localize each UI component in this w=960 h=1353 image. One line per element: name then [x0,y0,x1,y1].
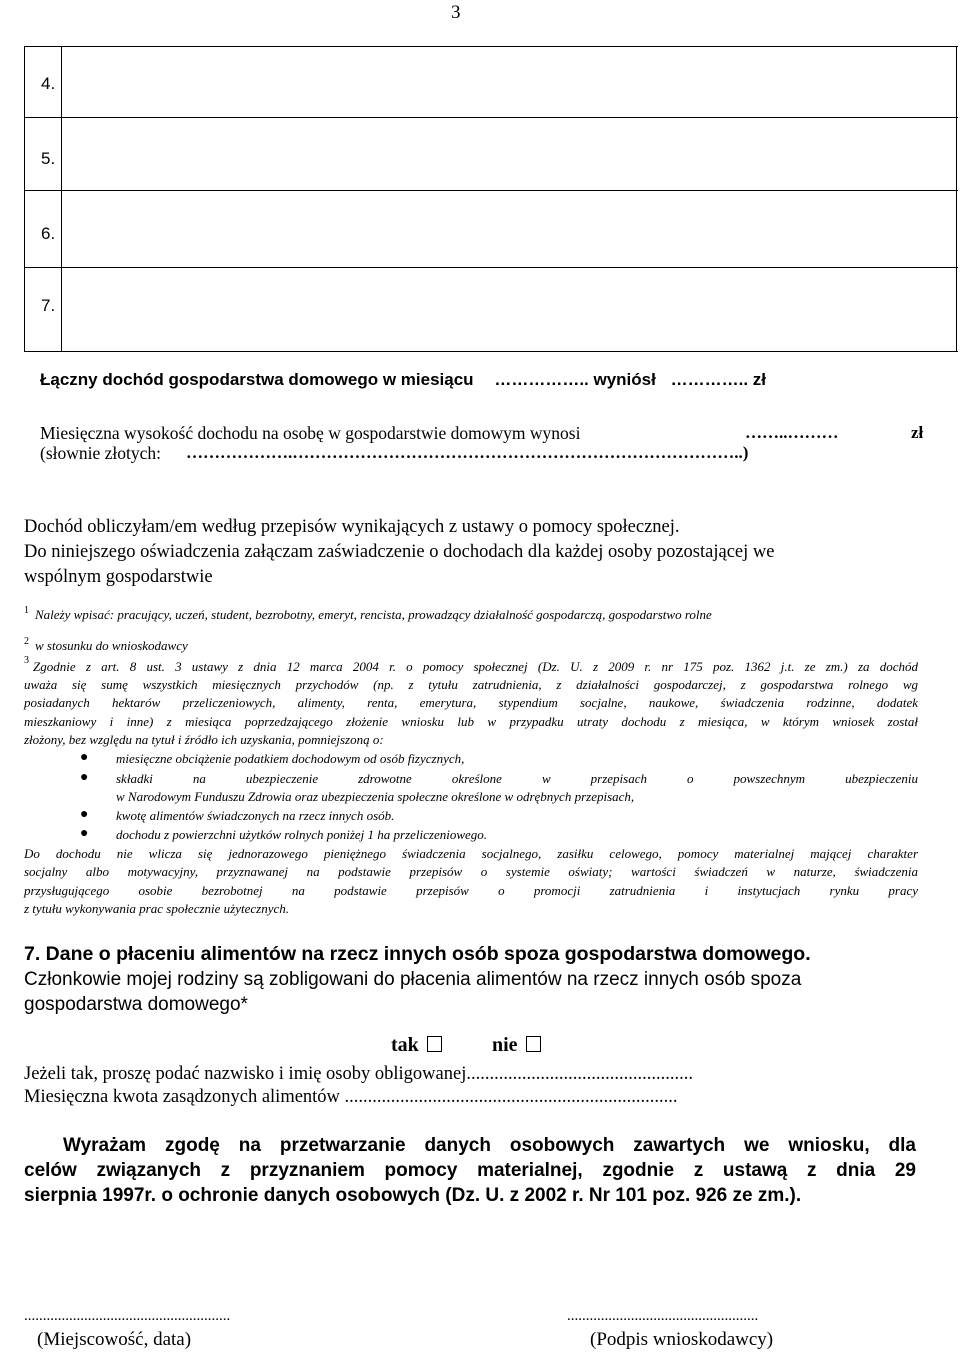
total-income-unit: zł [752,370,767,389]
consent-line: Wyrażam zgodę na przetwarzanie danych osobowych zawartych we wniosku, dla [63,1135,916,1156]
footnote-3-line: uważa się sumę wszystkich miesięcznych przychodów (np. z tytułu zatrudnienia, z działalności gospodarczej, z gospodarstwa rolnego wg [24,677,918,692]
deduction-insurance-line: w Narodowym Funduszu Zdrowia oraz ubezpieczenia społeczne określone w odrębnych przepisach, [116,789,635,805]
per-person-label: Miesięczna wysokość dochodu na osobę w gospodarstwie domowym wynosi [40,423,581,443]
per-person-dots: ……..……… [745,423,839,442]
alimony-amount-field[interactable]: Miesięczna kwota zasądzonych alimentów ........................................................................ [24,1087,678,1107]
total-income-mid: wyniósł [593,370,656,389]
deduction-insurance-line: składki na ubezpieczenie zdrowotne określone w przepisach o powszechnym ubezpieczeniu [116,771,918,786]
footnote-2-text: w stosunku do wnioskodawcy [35,638,188,653]
section-7-title: 7. Dane o płaceniu alimentów na rzecz innych osób spoza gospodarstwa domowego. [24,943,811,965]
exclusions-paragraph [24,845,918,918]
signature-dots[interactable]: ................................................... [567,1308,759,1324]
table-row-number: 6. [41,224,56,243]
total-income-line [40,370,766,390]
per-person-unit: zł [911,423,924,442]
deduction-farmland: dochodu z powierzchni użytków rolnych poniżej 1 ha przeliczeniowego. [116,827,488,842]
place-date-label: (Miejscowość, data) [37,1329,192,1350]
table-row-number: 5. [41,149,56,168]
exclusions-line: przysługującego osobie bezrobotnej na podstawie przepisów o promocji zatrudnienia i instytucjach rynku pracy [24,882,918,898]
deduction-alimony: kwotę alimentów świadczonych na rzecz innych osób. [116,808,395,823]
yes-checkbox[interactable] [427,1036,442,1052]
statement-calculation: Dochód obliczyłam/em według przepisów wynikających z ustawy o pomocy społecznej. [24,517,680,537]
footnote-1-text: Należy wpisać: pracujący, uczeń, student, bezrobotny, emeryt, rencista, prowadzący działalność gospodarczą, gospodarstwo rolne [35,607,712,622]
obligated-person-field[interactable]: Jeżeli tak, proszę podać nazwisko i imię osoby obligowanej................................................. [24,1064,693,1084]
footnote-3-line: złożony, bez względu na tytuł i źródło ich uzyskania, pomniejszoną o: [24,731,384,747]
no-option[interactable] [492,1034,541,1057]
footnote-3-first [24,656,29,674]
table-row-number: 4. [41,74,56,93]
deduction-tax: miesięczne obciążenie podatkiem dochodowym od osób fizycznych, [116,751,465,766]
footnote-3-body [24,676,918,749]
section-7-question-line1: Członkowie mojej rodziny są zobligowani do płacenia alimentów na rzecz innych osób spoza [24,969,802,990]
per-person-words-label: (słownie złotych: [40,443,162,463]
footnote-2 [24,637,188,655]
footnote-3-text [33,658,918,676]
footnote-3-number: 3 [24,655,29,666]
footnote-1-number: 1 [24,605,29,616]
consent-line: sierpnia 1997r. o ochronie danych osobowych (Dz. U. z 2002 r. Nr 101 poz. 926 ze zm.). [24,1185,802,1206]
footnote-1 [24,606,712,624]
exclusions-line: socjalny albo motywacyjny, przyznawanej na podstawie przepisów o systemie oświaty; wartości świadczeń w naturze, świadczenia [24,864,918,880]
consent-line: celów związanych z przyznaniem pomocy materialnej, zgodnie z ustawą z dnia 29 [24,1160,916,1181]
total-income-dots: …………….. [494,370,589,389]
bullet-icon: ● [80,826,89,841]
table-row-number: 7. [41,296,56,315]
per-person-words-dots: ……………….……………………………………………………………………..) [186,443,749,462]
consent-paragraph [24,1133,916,1208]
footnote-3-line: Zgodnie z art. 8 ust. 3 ustawy z dnia 12 marca 2004 r. o pomocy społecznej (Dz. U. z 2009 r. nr 175 poz. 1362 j.t. ze zm.) za dochód [33,659,918,674]
deduction-insurance [116,770,918,807]
bullet-icon: ● [80,770,89,785]
footnote-3-line: mieszkaniowy i inne) z miesiąca poprzedzającego złożenie wniosku lub w przypadku utraty dochodu z miesiąca, w którym wniosek został [24,713,918,729]
statement-attachment-line1: Do niniejszego oświadczenia załączam zaświadczenie o dochodach dla każdej osoby pozostającej we [24,542,775,562]
bullet-icon: ● [80,807,89,822]
no-checkbox[interactable] [526,1036,541,1052]
exclusions-line: z tytułu wykonywania prac społecznie użytecznych. [24,900,289,916]
exclusions-line: Do dochodu nie wlicza się jednorazowego pieniężnego świadczenia socjalnego, zasiłku celowego, pomocy materialnej mającej charakter [24,846,918,861]
bullet-icon: ● [80,750,89,765]
section-7-question-line2: gospodarstwa domowego* [24,994,248,1015]
place-date-dots[interactable]: ....................................................... [24,1308,231,1324]
footnote-3-line: posiadanych hektarów przeliczeniowych, alimenty, renta, emerytura, stypendium socjalne, naukowe, świadczenia rodzinne, dodatek [24,695,918,711]
signature-label: (Podpis wnioskodawcy) [590,1329,774,1350]
yes-label: tak [391,1034,419,1056]
total-income-dots2: ………….. [670,370,749,389]
no-label: nie [492,1034,518,1056]
household-table [24,46,958,352]
page-number: 3 [451,2,461,23]
footnote-2-number: 2 [24,636,29,647]
yes-option[interactable] [391,1034,442,1057]
statement-attachment-line2: wspólnym gospodarstwie [24,567,213,587]
total-income-label: Łączny dochód gospodarstwa domowego w miesiącu [40,370,474,389]
